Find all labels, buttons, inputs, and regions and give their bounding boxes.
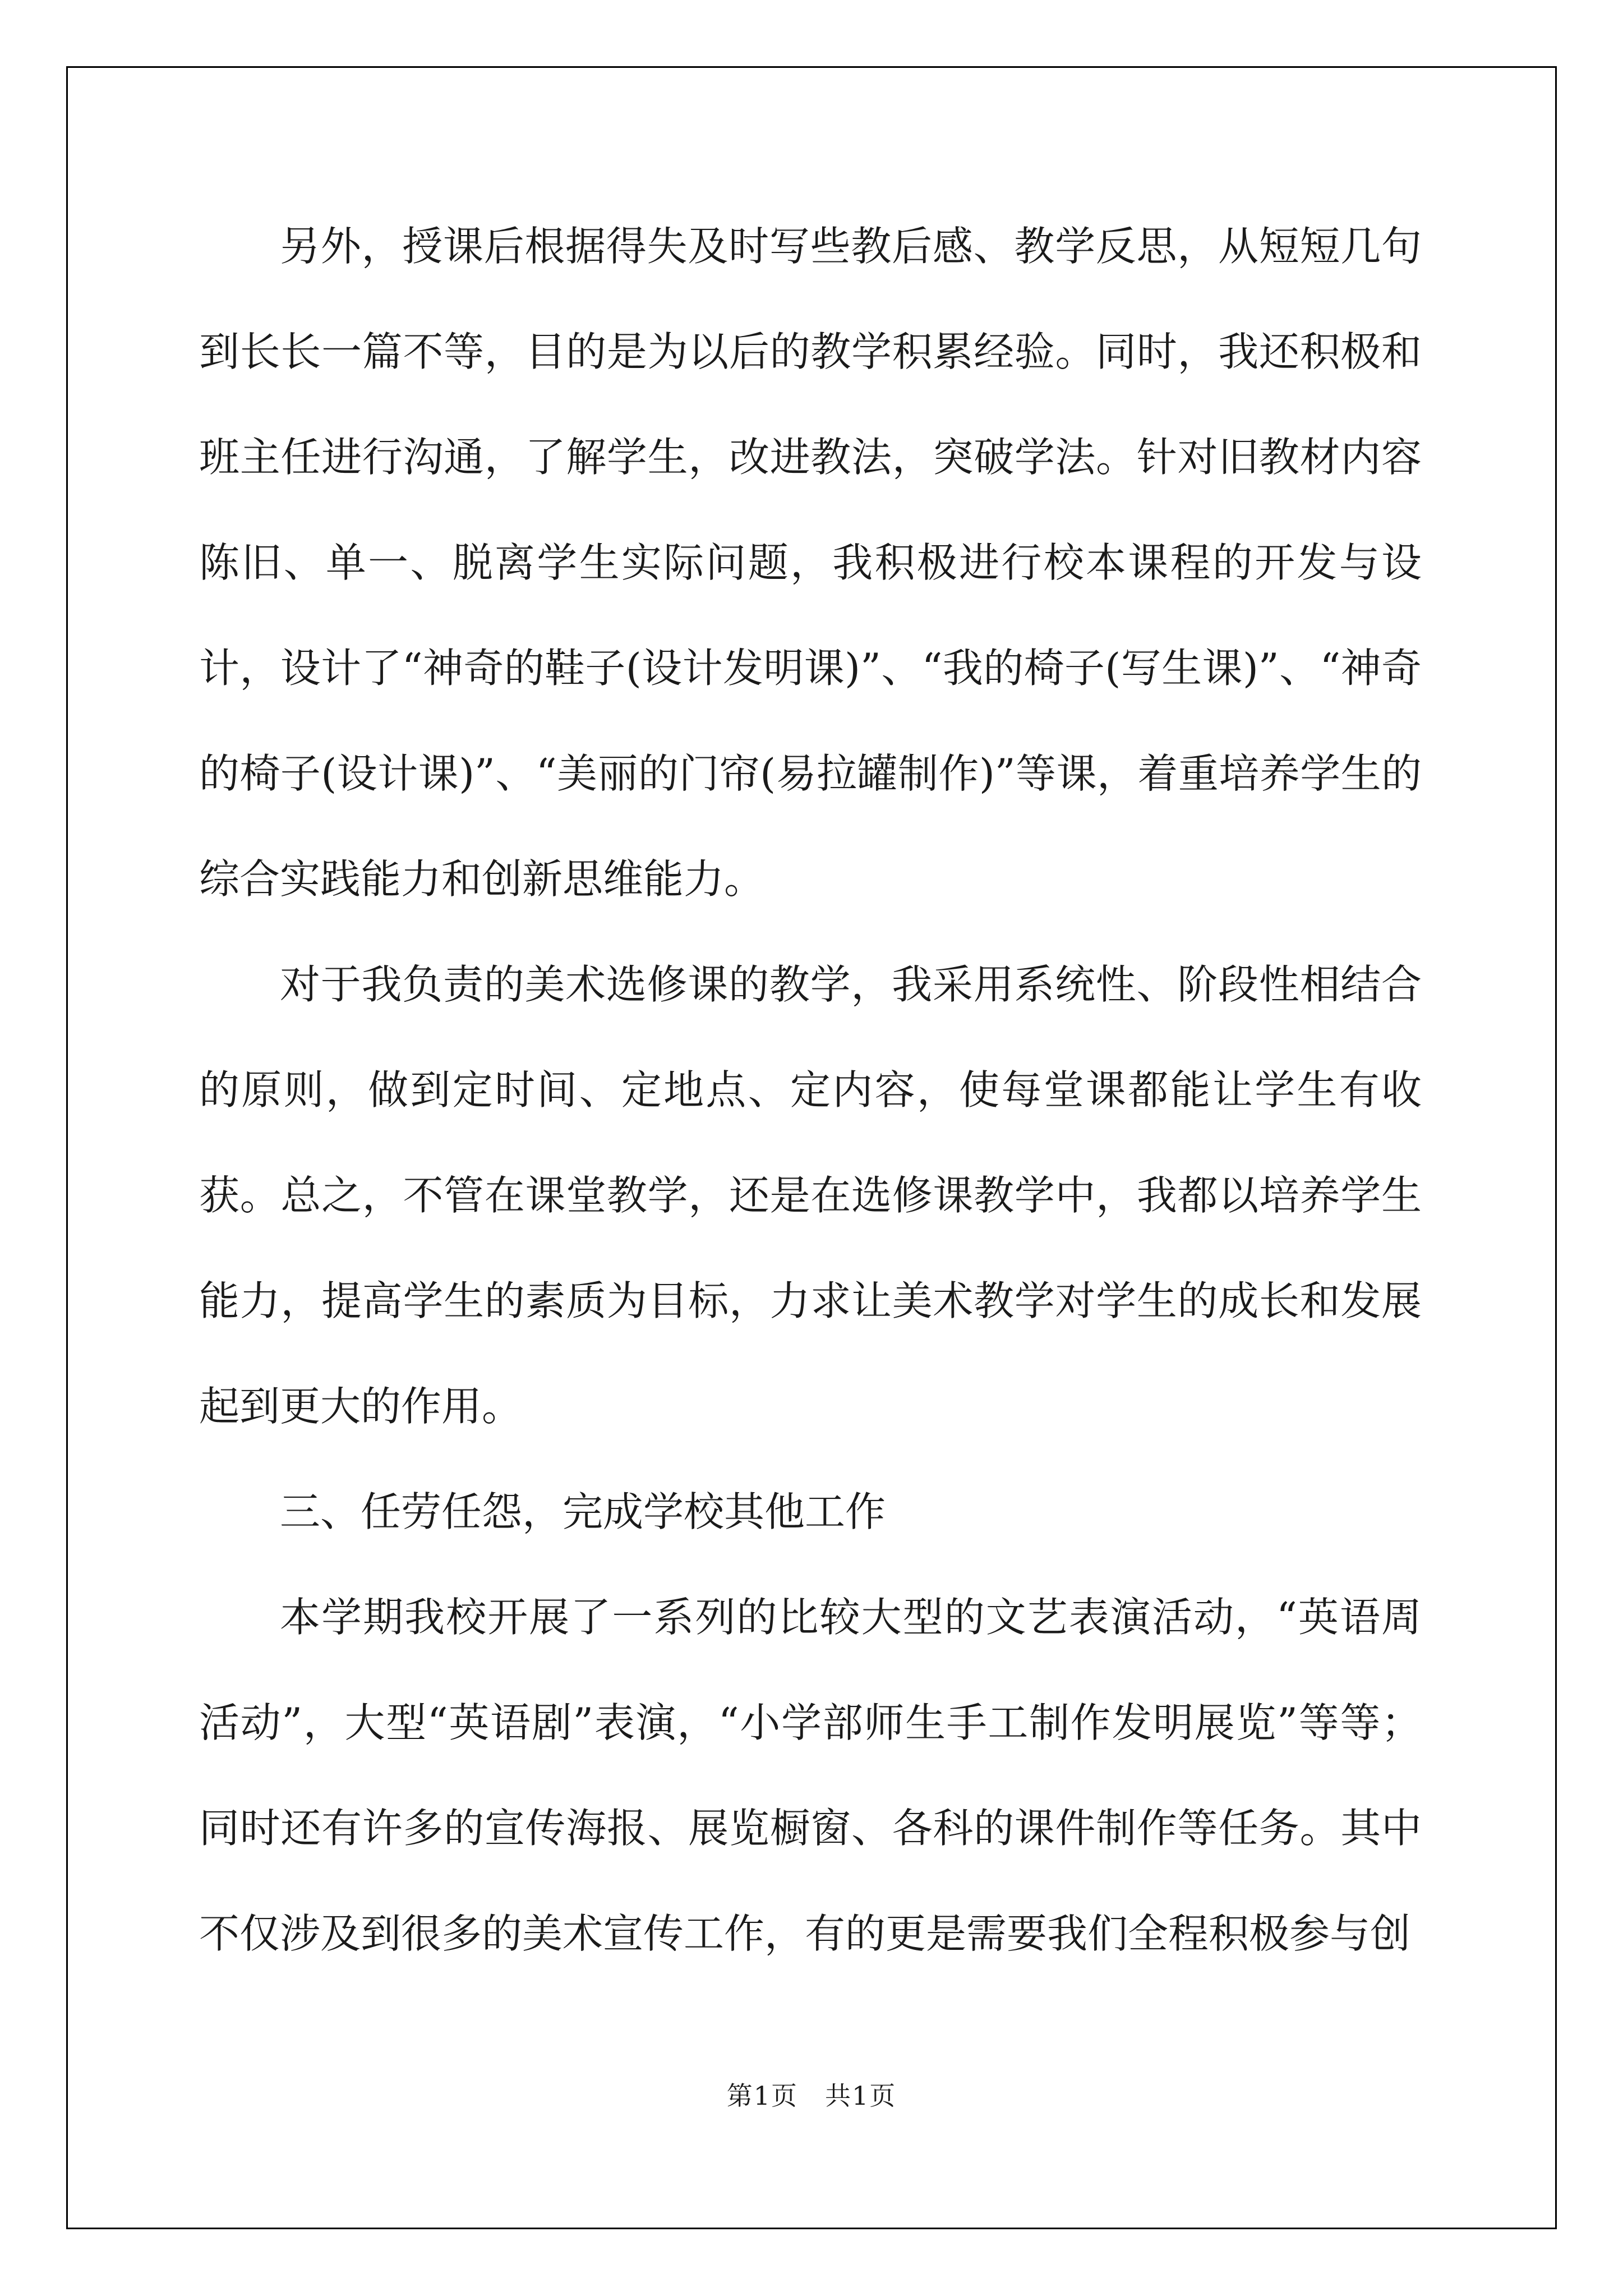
document-body xyxy=(199,194,1422,1986)
paragraph-1: 另外，授课后根据得失及时写些教后感、教学反思，从短短几句到长长一篇不等，目的是为以后的教学积累经验。同时，我还积极和班主任进行沟通，了解学生，改进教法，突破学法。针对旧教材内容陈旧、单一、脱离学生实际问题，我积极进行校本课程的开发与设计，设计了“神奇的鞋子(设计发明课)”、“我的椅子(写生课)”、“神奇的椅子(设计课)”、“美丽的门帘(易拉罐制作)”等课，着重培养学生的综合实践能力和创新思维能力。 xyxy=(199,223,1422,903)
page-number-footer: 第1页 共1页 xyxy=(726,2081,897,2111)
section-heading: 三、任劳任怨，完成学校其他工作 xyxy=(280,1488,886,1535)
paragraph-3: 本学期我校开展了一系列的比较大型的文艺表演活动，“英语周活动”，大型“英语剧”表演，“小学部师生手工制作发明展览”等等；同时还有许多的宣传海报、展览橱窗、各科的课件制作等任务。其中不仅涉及到很多的美术宣传工作，有的更是需要我们全程积极参与创 xyxy=(199,1594,1422,1957)
paragraph-2: 对于我负责的美术选修课的教学，我采用系统性、阶段性相结合的原则，做到定时间、定地点、定内容，使每堂课都能让学生有收获。总之，不管在课堂教学，还是在选修课教学中，我都以培养学生能力，提高学生的素质为目标，力求让美术教学对学生的成长和发展起到更大的作用。 xyxy=(199,961,1422,1430)
